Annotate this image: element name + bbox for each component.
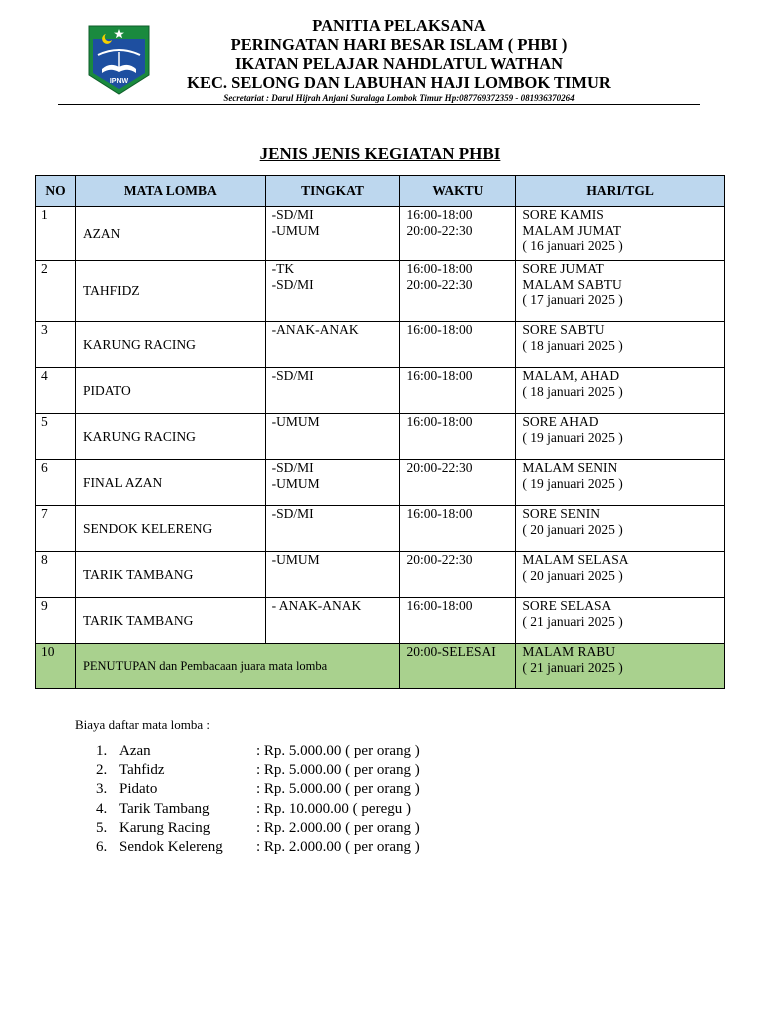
list-item: 4. Tarik Tambang : Rp. 10.000.00 ( peregu ) [96, 800, 411, 817]
header-divider [58, 104, 700, 105]
cell-tingkat: -SD/MI [265, 368, 400, 414]
cell-mata-lomba: KARUNG RACING [75, 414, 265, 460]
cell-waktu: 20:00-SELESAI [400, 644, 516, 689]
cell-no: 8 [36, 552, 76, 598]
cell-no: 10 [36, 644, 76, 689]
list-item: 1. Azan : Rp. 5.000.00 ( per orang ) [96, 743, 420, 759]
cell-mata-lomba: TARIK TAMBANG [75, 598, 265, 644]
cell-waktu: 16:00-18:00 [400, 414, 516, 460]
cell-tingkat: -SD/MI -UMUM [265, 207, 400, 261]
cell-no: 4 [36, 368, 76, 414]
col-header-hari-tgl: HARI/TGL [516, 176, 725, 207]
cell-no: 7 [36, 506, 76, 552]
cell-tingkat: - ANAK-ANAK [265, 598, 400, 644]
letterhead [160, 16, 638, 105]
cell-mata-lomba: PENUTUPAN dan Pembacaan juara mata lomba [75, 644, 400, 689]
table-row [36, 414, 725, 460]
list-item: 3. Pidato : Rp. 5.000.00 ( per orang ) [96, 781, 420, 798]
header-line-3: IKATAN PELAJAR NAHDLATUL WATHAN [234, 54, 564, 73]
cell-no: 2 [36, 261, 76, 322]
cell-waktu: 16:00-18:00 20:00-22:30 [400, 207, 516, 261]
cell-mata-lomba: SENDOK KELERENG [75, 506, 265, 552]
cell-no: 1 [36, 207, 76, 261]
table-row [36, 322, 725, 368]
cell-hari-tgl: SORE JUMAT MALAM SABTU ( 17 januari 2025 ) [516, 261, 725, 322]
cell-tingkat: -UMUM [265, 552, 400, 598]
cell-hari-tgl: MALAM, AHAD ( 18 januari 2025 ) [516, 368, 725, 414]
cell-mata-lomba: KARUNG RACING [75, 322, 265, 368]
cell-no: 3 [36, 322, 76, 368]
col-header-tingkat: TINGKAT [265, 176, 400, 207]
activities-table [35, 175, 725, 689]
cell-waktu: 16:00-18:00 [400, 506, 516, 552]
cell-tingkat: -SD/MI [265, 506, 400, 552]
cell-waktu: 16:00-18:00 20:00-22:30 [400, 261, 516, 322]
cell-no: 5 [36, 414, 76, 460]
table-row [36, 368, 725, 414]
list-item: 2. Tahfidz : Rp. 5.000.00 ( per orang ) [96, 762, 420, 779]
cell-no: 6 [36, 460, 76, 506]
cell-hari-tgl: SORE KAMIS MALAM JUMAT ( 16 januari 2025 ) [516, 207, 725, 261]
cell-mata-lomba: FINAL AZAN [75, 460, 265, 506]
page-title: JENIS JENIS KEGIATAN PHBI [259, 144, 501, 163]
table-header-row [36, 176, 725, 207]
list-item: 5. Karung Racing : Rp. 2.000.00 ( per orang ) [96, 819, 420, 836]
col-header-mata-lomba: MATA LOMBA [75, 176, 265, 207]
cell-tingkat: -TK -SD/MI [265, 261, 400, 322]
table-row [36, 598, 725, 644]
cell-hari-tgl: SORE AHAD ( 19 januari 2025 ) [516, 414, 725, 460]
cell-waktu: 16:00-18:00 [400, 322, 516, 368]
cell-hari-tgl: MALAM RABU ( 21 januari 2025 ) [516, 644, 725, 689]
cell-waktu: 16:00-18:00 [400, 368, 516, 414]
cell-tingkat: -UMUM [265, 414, 400, 460]
ipnw-logo [88, 25, 150, 95]
table-row [36, 261, 725, 322]
fee-list [96, 742, 420, 857]
table-row [36, 506, 725, 552]
cell-hari-tgl: MALAM SELASA ( 20 januari 2025 ) [516, 552, 725, 598]
cell-mata-lomba: TARIK TAMBANG [75, 552, 265, 598]
secretariat-line: Secretariat : Darul Hijrah Anjani Suralaga Lombok Timur Hp:087769372359 - 081936370264 [223, 93, 575, 103]
header-line-2: PERINGATAN HARI BESAR ISLAM ( PHBI ) [230, 35, 568, 54]
fee-label: Biaya daftar mata lomba : [75, 717, 211, 732]
table-row [36, 552, 725, 598]
table-row [36, 207, 725, 261]
cell-hari-tgl: MALAM SENIN ( 19 januari 2025 ) [516, 460, 725, 506]
cell-waktu: 20:00-22:30 [400, 460, 516, 506]
cell-hari-tgl: SORE SELASA ( 21 januari 2025 ) [516, 598, 725, 644]
table-row-final [36, 644, 725, 689]
col-header-waktu: WAKTU [400, 176, 516, 207]
cell-hari-tgl: SORE SENIN ( 20 januari 2025 ) [516, 506, 725, 552]
cell-tingkat: -ANAK-ANAK [265, 322, 400, 368]
list-item: 6. Sendok Kelereng : Rp. 2.000.00 ( per orang ) [96, 838, 420, 855]
cell-mata-lomba: PIDATO [75, 368, 265, 414]
header-line-1: PANITIA PELAKSANA [312, 16, 486, 35]
cell-no: 9 [36, 598, 76, 644]
col-header-no: NO [36, 176, 76, 207]
cell-waktu: 16:00-18:00 [400, 598, 516, 644]
cell-hari-tgl: SORE SABTU ( 18 januari 2025 ) [516, 322, 725, 368]
cell-mata-lomba: AZAN [75, 207, 265, 261]
table-row [36, 460, 725, 506]
logo-text: IPNW [109, 78, 129, 85]
cell-waktu: 20:00-22:30 [400, 552, 516, 598]
cell-tingkat: -SD/MI -UMUM [265, 460, 400, 506]
cell-mata-lomba: TAHFIDZ [75, 261, 265, 322]
header-line-4: KEC. SELONG DAN LABUHAN HAJI LOMBOK TIMUR [187, 73, 611, 92]
